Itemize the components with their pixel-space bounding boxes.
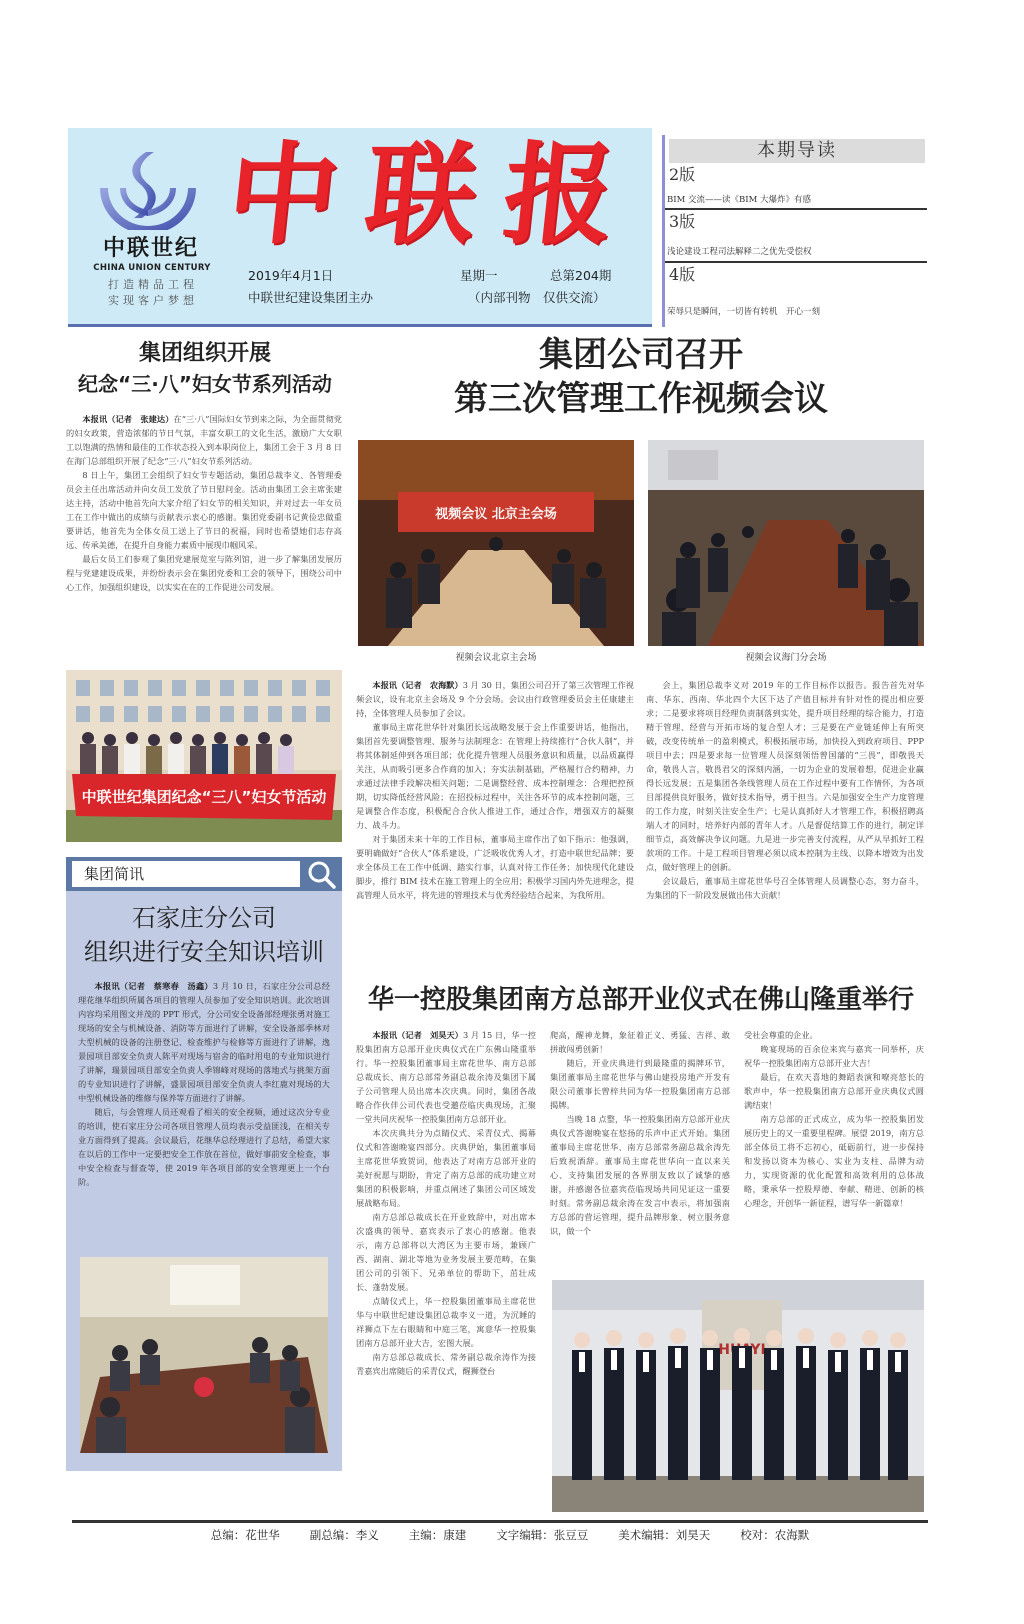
paragraph: 8 日上午，集团工会组织了妇女节专题活动，集团总裁李义、各管理委员会主任出席活动并向女员工发放了节日慰问金。活动由集团工会主席张建达主持，活动中他首先向大家介绍了妇女节的相关知识，并对过去一年女员工在工作中做出的成绩与贡献表示衷心的感谢。集团党委副书记黄俭忠做重要讲话，他首先为全体女员工送上了节日的祝福，同时也希望她们志存高远、传承美德，在提升自身能力素质中展现巾帼风采。	[66, 470, 342, 550]
footer-divider	[72, 1520, 928, 1523]
index-desc-4[interactable]: 荣辱只是瞬间，一切皆有转机 开心一刻	[667, 307, 821, 317]
paragraph: 南方总部总裁成长、常务副总裁余涛作为接青嘉宾出席随后的采青仪式，醒狮登台	[356, 1352, 536, 1376]
banner-text: 中联世纪集团纪念“三八”妇女节活动	[81, 788, 327, 806]
paragraph: 点睛仪式上，华一控股集团董事局主席花世华与中联世纪建设集团总裁李义一道，为沉睡的祥狮点下左右眼睛和中庭三笔，寓意华一控股集团南方总部开业大吉，宏图大展。	[356, 1296, 536, 1348]
issue-index	[662, 135, 929, 327]
index-desc-2[interactable]: BIM 交流——读《BIM 大爆炸》有感	[667, 195, 812, 205]
logo-english-name: CHINA UNION CENTURY	[93, 263, 211, 273]
paragraph: 随后，与会管理人员还观看了相关的安全视频，通过这次分专业的培训，使石家庄分公司各项目管理人员均表示受益匪浅，在相关专业方面得到了提高。会议最后，花继华总经理进行了总结，希望大家在以后的工作中一定要把安全工作放在首位，做好事前安全检查，事中安全检查与督查等，使 2019 年各项目部的安全管理更上一个台阶。	[78, 1107, 330, 1187]
masthead	[68, 128, 652, 327]
meeting-col-1	[356, 678, 634, 972]
huayi-col-3	[744, 1028, 924, 1274]
paragraph: 3 月 15 日，华一控股集团南方总部开业庆典仪式在广东佛山隆重举行。华一控股集团董事局主席花世华、南方总部总裁成长、南方总部常务副总裁余涛及集团下属子公司管理人员出席本次庆典。同时，集团各战略合作伙伴公司代表也受邀莅临庆典现场，汇聚一堂共同庆祝华一控股集团南方总部开业。	[356, 1030, 536, 1124]
index-page-4[interactable]: 4版	[669, 265, 696, 284]
women-day-title-1: 集团组织开展	[138, 341, 271, 366]
caption-beijing: 视频会议北京主会场	[455, 653, 537, 663]
index-divider	[665, 261, 927, 263]
logo-chinese-name: 中联世纪	[102, 236, 199, 261]
huayi-group-photo	[552, 1280, 924, 1512]
paragraph: 随后，开业庆典进行到最隆重的揭牌环节，集团董事局主席花世华与佛山建投房地产开发有限公司董事长曾梓共同为华一控股集团南方总部揭牌。	[550, 1058, 730, 1110]
editorial-credits	[90, 1527, 930, 1543]
beijing-venue-photo	[358, 440, 634, 646]
paragraph: 受社会尊重的企业。	[744, 1030, 818, 1040]
paragraph: 会上，集团总裁李义对 2019 年的工作目标作以报告。报告首先对华南、华东、西南、华北四个大区下达了产值目标并有针对性的提出相应要求；二是要求将项目经理负责制落到实处，提升项目经理的综合能力，打造精于管理、经营与开拓市场的复合型人才；三是要在产业链延伸上有所突破，改变传统单一的盈利模式，积极拓展市场，加快投入到政府项目、PPP 项目中去；四是要求每一位管理人员深刻领悟曾国藩的“三畏”，即敬畏天命，敬畏人言，敬畏君父的深刻内涵，一切为企业的发展着想，促进企业赢得长远发展；五是集团各条线管理人员在工作过程中要有工作情怀，为各项目部提供良好服务，做好技术指导，勇于担当。六是加强安全生产力度管理的工作力度，时刻关注安全生产；七是认真抓好人才管理工作，积极招聘高端人才的同时，培养好内部的青年人才。八是督促结算工作的进行，制定详细节点，高效解决争议问题。九是进一步完善支付流程，从严从早抓好工程款项的工作。十是工程项目管理必须以成本控制为主线、以降本增效为出发点，做好管理上的创新。	[646, 680, 924, 872]
news-brief-panel	[66, 857, 342, 1471]
paragraph: 对于集团未来十年的工作目标，董事局主席作出了如下指示：他强调，要明确做好“合伙人”体系建设，广泛吸收优秀人才，打造中联世纪品牌；要求全体员工在工作中低调、踏实行事，认真对待工作任务；加快现代化建设脚步，推行 BIM 技术在施工管理上的全应用；积极学习国内外先进理念，提高管理人员水平，将先进的管理技术与优秀经验结合起来，为我所用。	[356, 834, 634, 900]
paragraph: 本次庆典共分为点睛仪式、采青仪式、揭幕仪式和答谢晚宴四部分。庆典伊始，集团董事局主席花世华致贺词，他表达了对南方总部开业的美好祝愿与期盼，肯定了南方总部的成功建立对集团的积极影响，并重点阐述了集团公司区域发展战略布局。	[356, 1128, 536, 1208]
brief-body	[78, 979, 330, 1251]
index-heading: 本期导读	[669, 139, 925, 163]
credit-proofreader: 校对：农海默	[740, 1528, 810, 1542]
newspaper-title: 中联报	[221, 130, 649, 259]
women-day-photo	[66, 670, 342, 842]
women-day-lead: 本报讯（记者 张建达）	[82, 414, 174, 424]
women-day-title-2: 纪念“三·八”妇女节系列活动	[78, 372, 332, 396]
brief-lead: 本报讯（记者 蔡寒春 汤鑫）	[94, 981, 213, 991]
paragraph: 南方总部总裁成长在开业致辞中，对出席本次盛典的领导、嘉宾表示了衷心的感谢。他表示，南方总部将以大湾区为主要市场，兼顾广西、湖南、湖北等地为业务发展主要范畴，在集团公司的引领下、兄弟单位的帮助下，茁壮成长、蓬勃发展。	[356, 1212, 536, 1292]
credit-art-editor: 美术编辑：刘昊天	[618, 1528, 711, 1542]
brief-title-2: 组织进行安全知识培训	[84, 938, 324, 966]
index-page-2[interactable]: 2版	[669, 165, 696, 184]
index-page-3[interactable]: 3版	[669, 212, 696, 231]
credit-deputy-editor: 副总编：李义	[309, 1528, 379, 1542]
issue-date: 2019年4月1日	[248, 268, 334, 283]
search-icon	[304, 859, 338, 889]
huayi-col-2	[550, 1028, 730, 1274]
paragraph: 在“三·八”国际妇女节到来之际，为全面贯彻党的妇女政策，营造浓郁的节日气氛，丰富女职工的文化生活，激励广大女职工以饱满的热情和最佳的工作状态投入到本职岗位上，集团工会于 3 月 8 日在海门总部组织开展了纪念“三·八”妇女节系列活动。	[66, 414, 342, 466]
huayi-lead: 本报讯（记者 刘昊天）	[372, 1030, 464, 1040]
paragraph: 董事局主席花世华针对集团长远战略发展于会上作重要讲话，他指出，集团首先要调整管理、服务与法制理念：在管理上持续推行“合伙人制”，并将其体制延伸到各项目部；优化提升管理人员服务意识和质量，以品质赢得关注，从而吸引更多合作商的加入；夯实法制基础，严格履行合约精神，力求通过法律手段解决相关问题；二是调整经营、成本控制理念：合理把控预期，切实降低经营风险；在招投标过程中，关注各环节的成本控制问题，三是调整合作态度，积极配合合伙人推进工作，通过合作，增强双方的凝聚力、战斗力。	[356, 722, 634, 830]
company-logo-icon	[90, 148, 206, 230]
index-divider	[665, 208, 927, 210]
caption-haimen: 视频会议海门分会场	[745, 653, 827, 663]
paragraph: 3 月 30 日，集团公司召开了第三次管理工作视频会议，设有北京主会场及 9 个分会场。会议由行政管理委员会主任康建主持，全体管理人员参加了会议。	[356, 680, 634, 718]
credit-editor-in-chief: 总编：花世华	[210, 1528, 280, 1542]
credit-text-editor: 文字编辑：张豆豆	[496, 1528, 589, 1542]
paragraph: 晚宴现场的百余位来宾与嘉宾一同举杯，庆祝华一控股集团南方总部开业大吉！	[744, 1044, 924, 1068]
paragraph: 最后女员工们参观了集团党建展览室与陈列馆，进一步了解集团发展历程与党建建设成果，并纷纷表示会在集团党委和工会的领导下，围绕公司中心工作，加强组织建设，以实实在在的工作促进公司发展。	[66, 554, 342, 592]
women-day-body	[66, 412, 342, 664]
slogan-line-2: 实现客户梦想	[108, 294, 198, 307]
huayi-title: 华一控股集团南方总部开业仪式在佛山隆重举行	[367, 985, 914, 1015]
meeting-title-2: 第三次管理工作视频会议	[454, 379, 828, 419]
brief-title-1: 石家庄分公司	[132, 904, 276, 932]
paragraph: 南方总部的正式成立，成为华一控股集团发展历史上的又一重要里程碑。展望 2019，南方总部全体员工将不忘初心，砥砺前行，进一步保持和发扬以资本为核心、实业为支柱、品牌为动力，实现资源的优化配置和高效利用的总体战略，秉承华一控股厚德、奉献、精进、创新的核心理念，开创华一新征程，谱写华一新篇章！	[744, 1114, 924, 1208]
brief-label: 集团简讯	[72, 861, 300, 887]
paragraph: 当晚 18 点整，华一控股集团南方总部开业庆典仪式答谢晚宴在悠扬的乐声中正式开始。集团董事局主席花世华、南方总部常务副总裁余涛先后致祝酒辞。董事局主席花世华向一直以来关心、支持集团发展的各界朋友致以了诚挚的感谢，并感谢各位嘉宾莅临现场共同见证这一重要时刻。常务副总裁余涛在发言中表示，将加强南方总部的营运管理，提升品牌形象、树立服务意识，做一个	[550, 1114, 730, 1236]
haimen-venue-photo	[648, 440, 924, 646]
paragraph: 最后，在欢天喜地的舞蹈表演和嘹亮悠长的歌声中，华一控股集团南方总部开业庆典仪式圆满结束！	[744, 1072, 924, 1110]
slogan-line-1: 打造精品工程	[108, 278, 198, 291]
paragraph: 3 月 10 日，石家庄分公司总经理花继华组织所属各项目的管理人员参加了安全知识培训。此次培训内容均采用图文并茂的 PPT 形式，分公司安全设备部经理张勇对施工现场的安全与机械设备、消防等方面进行了讲解，安全设备部季林对大型机械的设备的注册登记、检查维护与检修等方面进行了讲解，逸景园项目部安全负责人陈平对现场与宿舍的临时用电的专业知识进行了讲解，瑞景园项目部安全负责人季锦峰对现场的落地式与挑架方面的专业知识进行了讲解，盛景园项目部安全负责人李红鹿对现场的大中型机械设备的维修与保养等方面进行了讲解。	[78, 981, 330, 1103]
meeting-title-1: 集团公司召开	[539, 335, 743, 375]
weekday: 星期一	[460, 268, 498, 283]
internal-note: （内部刊物 仅供交流）	[468, 290, 606, 305]
paragraph: 会议最后，董事局主席花世华号召全体管理人员调整心态，努力奋斗，为集团的下一阶段发展做出伟大贡献！	[646, 876, 924, 900]
issue-number: 总第204期	[550, 268, 612, 283]
index-desc-3[interactable]: 浅论建设工程司法解释二之优先受偿权	[667, 247, 812, 257]
credit-chief-editor: 主编：康建	[408, 1528, 467, 1542]
meeting-lead: 本报讯（记者 农海默）	[372, 680, 463, 690]
brief-header-bar	[66, 857, 342, 891]
screen-text: 视频会议 北京主会场	[435, 507, 557, 522]
meeting-col-2	[646, 678, 924, 972]
huayi-col-1	[356, 1028, 536, 1516]
training-photo	[80, 1257, 328, 1453]
paragraph: 爬高，醒神龙舞，象征着正义、勇猛、吉祥、敢拼敢闯勇创新！	[550, 1030, 730, 1054]
sponsor: 中联世纪建设集团主办	[248, 290, 374, 305]
